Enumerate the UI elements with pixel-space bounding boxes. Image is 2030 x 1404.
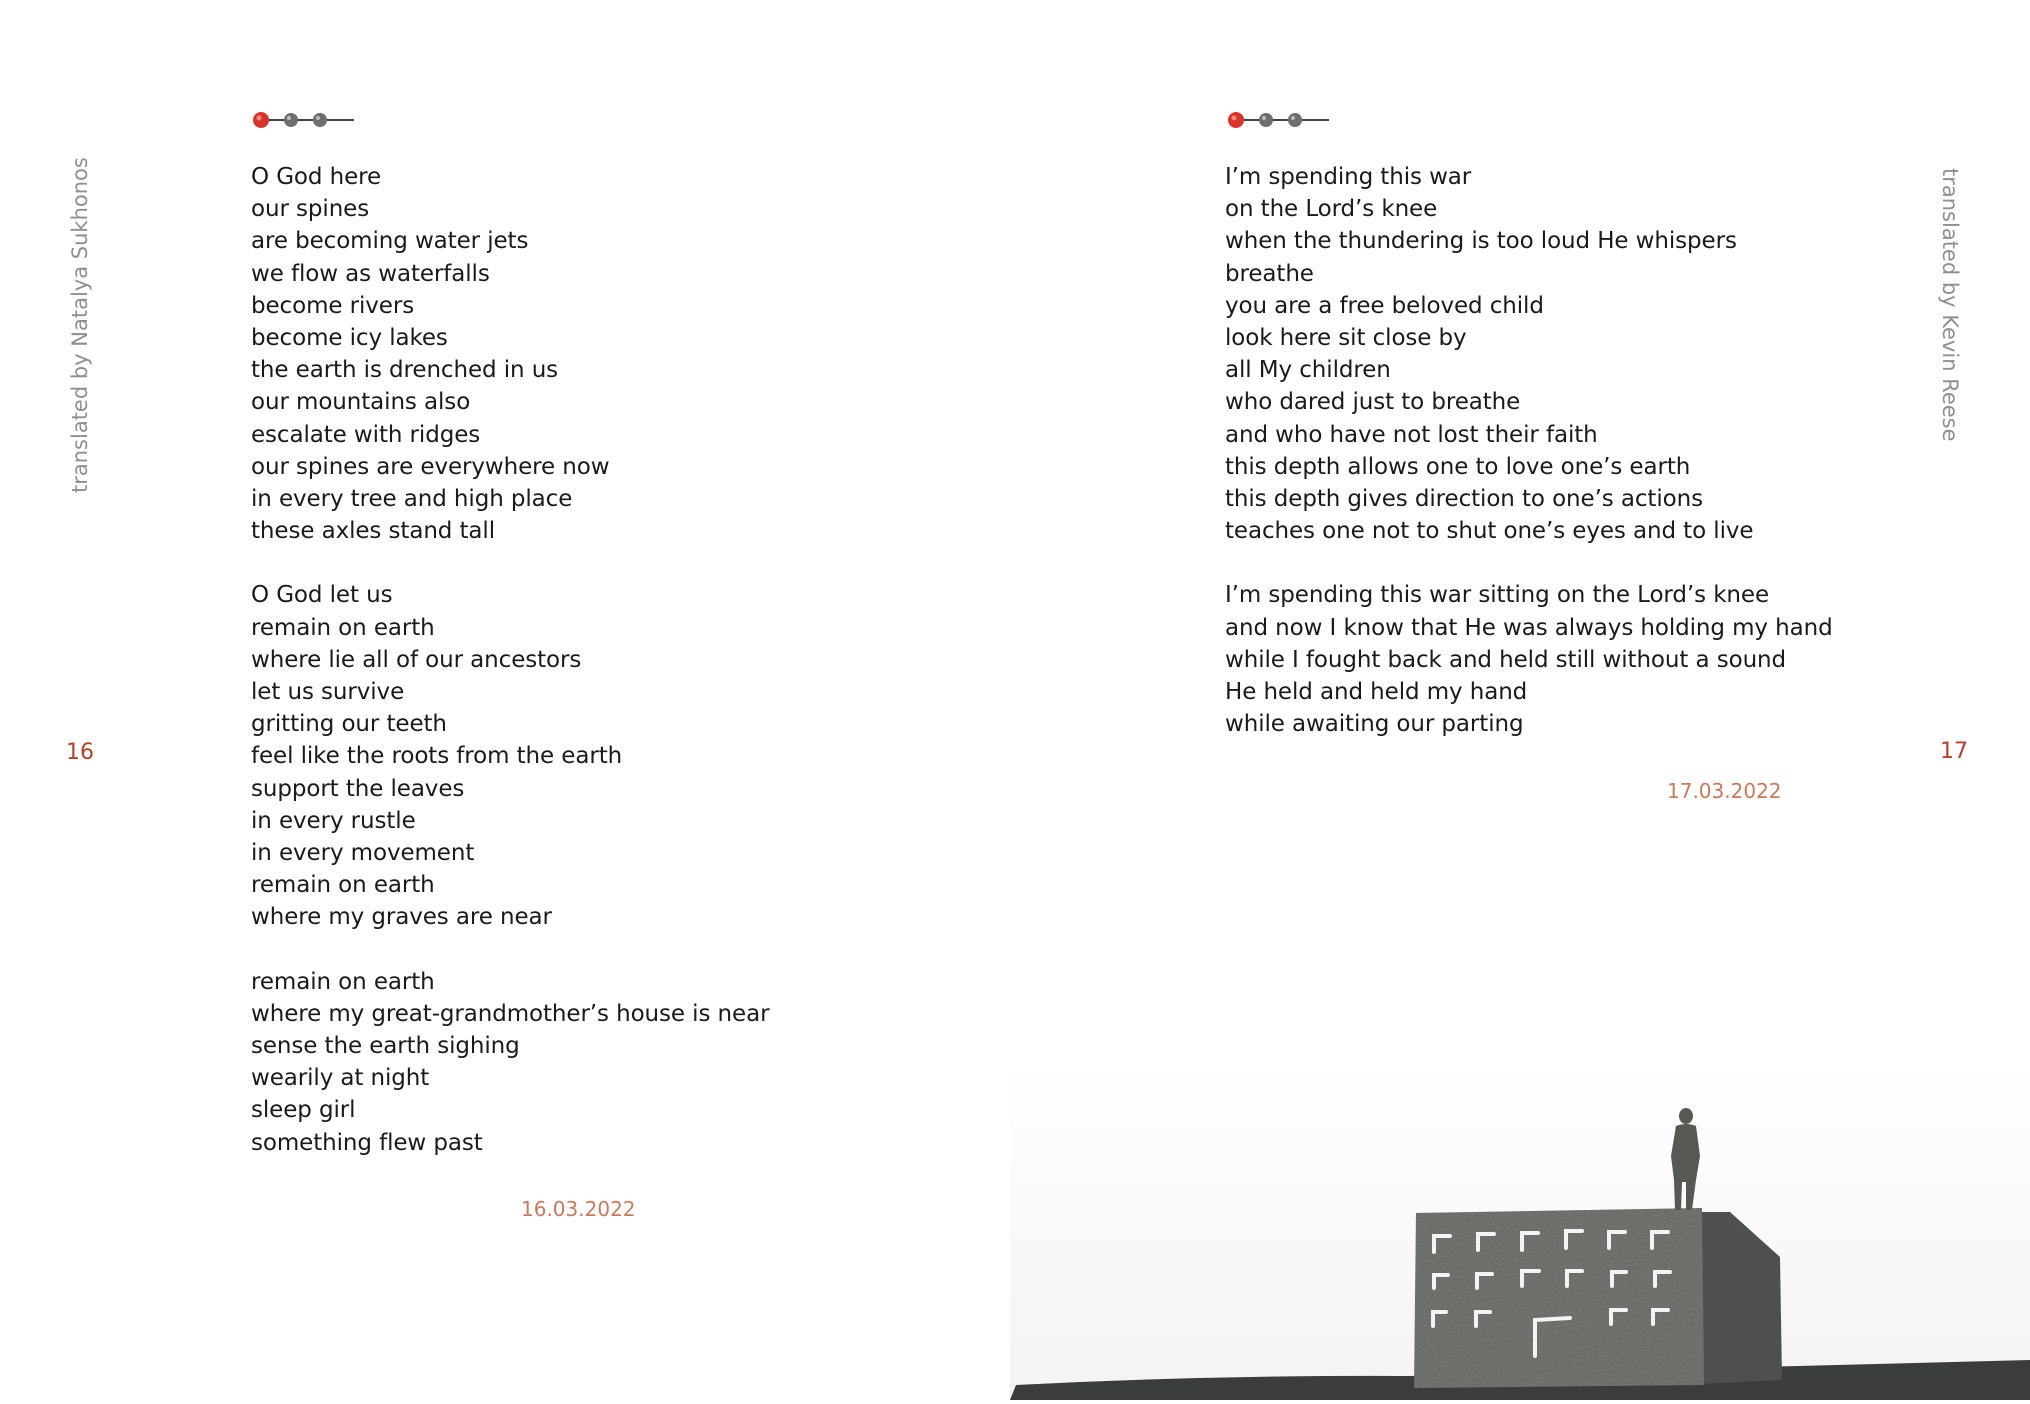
poem-line: something flew past <box>251 1129 483 1156</box>
poem-text <box>1225 161 1833 740</box>
poem-line: become icy lakes <box>251 324 448 351</box>
translator-credit: translated by Natalya Sukhonos <box>68 157 92 493</box>
poem-line: our spines are everywhere now <box>251 453 610 480</box>
poem-line: remain on earth <box>251 968 435 995</box>
stanza-break <box>251 547 769 579</box>
poem-line: we flow as waterfalls <box>251 260 490 287</box>
page-number: 17 <box>1940 739 1968 764</box>
poem-line: wearily at night <box>251 1065 430 1092</box>
poem-text <box>251 161 769 1159</box>
poem-line: I’m spending this war sitting on the Lord’s knee <box>1225 582 1769 609</box>
poem-line: breathe <box>1225 260 1314 287</box>
poem-line: let us survive <box>251 679 405 705</box>
stanza-break <box>1225 547 1833 579</box>
stanza-break <box>251 934 769 966</box>
poem-line: who dared just to breathe <box>1225 389 1521 416</box>
poem-line: and who have not lost their faith <box>1225 421 1598 448</box>
poem-line: when the thundering is too loud He whispers <box>1225 228 1737 255</box>
poem-line: gritting our teeth <box>251 711 447 738</box>
poem-line: I’m spending this war <box>1225 164 1472 190</box>
poem-line: our spines <box>251 196 370 223</box>
translator-credit: translated by Kevin Reese <box>1938 168 1962 442</box>
poem-line: are becoming water jets <box>251 228 529 255</box>
poem-date: 17.03.2022 <box>1667 779 1782 803</box>
poem-line: escalate with ridges <box>251 421 481 448</box>
poem-line: our mountains also <box>251 389 471 416</box>
poem-line: these axles stand tall <box>251 518 496 545</box>
building-with-figure-illustration <box>1010 1060 2030 1400</box>
poem-line: where lie all of our ancestors <box>251 646 582 673</box>
poem-line: in every tree and high place <box>251 485 573 512</box>
ornament-dots-icon <box>1225 108 1335 132</box>
poem-line: while awaiting our parting <box>1225 711 1524 738</box>
poem-line: teaches one not to shut one’s eyes and to live <box>1225 518 1754 545</box>
poem-line: and now I know that He was always holding my hand <box>1225 614 1833 641</box>
poem-line: O God here <box>251 164 382 190</box>
poem-line: sleep girl <box>251 1097 356 1124</box>
poem-line: this depth allows one to love one’s earth <box>1225 453 1691 480</box>
poem-line: where my great-grandmother’s house is near <box>251 1000 770 1027</box>
poem-line: on the Lord’s knee <box>1225 196 1438 223</box>
page-number: 16 <box>66 740 94 765</box>
poem-line: in every movement <box>251 839 475 866</box>
poem-line: sense the earth sighing <box>251 1033 520 1060</box>
poem-line: remain on earth <box>251 614 435 641</box>
ornament-dots-icon <box>250 108 360 132</box>
poem-line: feel like the roots from the earth <box>251 743 623 770</box>
poem-line: He held and held my hand <box>1225 679 1528 705</box>
poem-line: this depth gives direction to one’s actions <box>1225 485 1703 512</box>
poem-line: support the leaves <box>251 775 465 802</box>
poem-line: where my graves are near <box>251 904 552 931</box>
poem-line: look here sit close by <box>1225 324 1467 351</box>
poem-line: become rivers <box>251 292 415 319</box>
poem-line: you are a free beloved child <box>1225 292 1544 319</box>
poem-line: in every rustle <box>251 807 416 834</box>
poem-line: O God let us <box>251 582 393 609</box>
poem-line: all My children <box>1225 357 1391 384</box>
poem-line: the earth is drenched in us <box>251 357 559 384</box>
poem-line: while I fought back and held still without a sound <box>1225 646 1787 673</box>
poem-date: 16.03.2022 <box>521 1197 636 1221</box>
poem-line: remain on earth <box>251 872 435 899</box>
